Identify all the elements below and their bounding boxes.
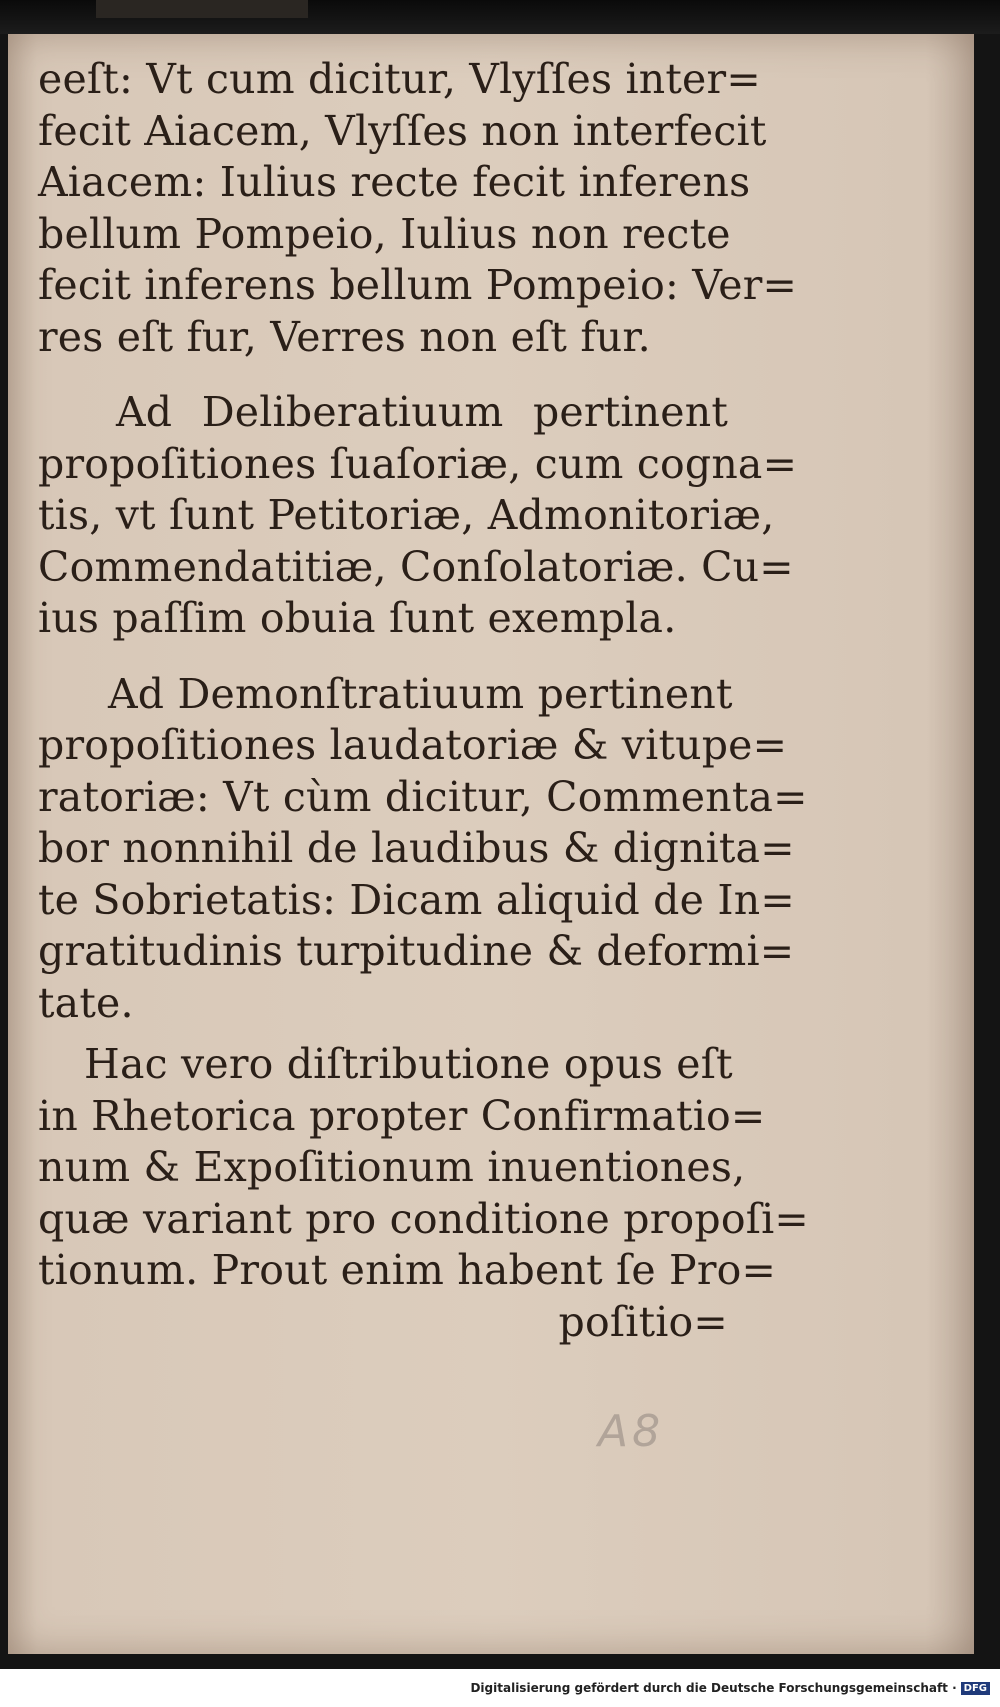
text-line: ratoriæ: Vt cùm dicitur, Commenta= — [38, 772, 808, 821]
paragraph-3 — [38, 669, 808, 1030]
text-line: bor nonnihil de laudibus & dignita= — [38, 824, 795, 872]
text-line: te Sobrietatis: Dicam aliquid de In= — [38, 875, 795, 924]
text-line: num & Expoſitionum inuentiones, — [38, 1143, 746, 1191]
text-line: quæ variant pro conditione propoſi= — [38, 1194, 809, 1243]
catchword: poſitio= — [558, 1297, 728, 1346]
text-line: propoſitiones laudatoriæ & vitupe= — [38, 721, 788, 769]
digitization-footer — [0, 1669, 1000, 1707]
text-line: fecit inferens bellum Pompeio: Ver= — [38, 261, 798, 309]
text-line: Aiacem: Iulius recte fecit inferens — [38, 158, 751, 206]
text-line: ius paſſim obuia ſunt exempla. — [38, 594, 677, 642]
text-line: tionum. Prout enim habent ſe Pro= — [38, 1246, 777, 1294]
text-line: propoſitiones ſuaſoriæ, cum cogna= — [38, 439, 798, 488]
text-line: Hac vero diſtributione opus eſt — [84, 1040, 733, 1088]
scan-edge-tab — [96, 0, 308, 18]
page-text — [38, 54, 809, 1348]
paragraph-1 — [38, 54, 798, 363]
text-line: bellum Pompeio, Iulius non recte — [38, 209, 731, 258]
text-line: res eſt fur, Verres non eſt fur. — [38, 312, 651, 361]
text-line: in Rhetorica propter Confirmatio= — [38, 1091, 766, 1140]
text-line: gratitudinis turpitudine & deformi= — [38, 927, 795, 975]
text-line: Ad Deliberatiuum pertinent — [116, 388, 728, 436]
pencil-folio-mark: A8 — [598, 1406, 665, 1457]
paragraph-2 — [38, 387, 798, 645]
text-line: tate. — [38, 978, 134, 1027]
footer-credit: Digitalisierung gefördert durch die Deutsche Forschungsgemeinschaft · — [470, 1681, 957, 1695]
text-line: Commendatitiæ, Conſolatoriæ. Cu= — [38, 542, 794, 591]
text-line: tis, vt ſunt Petitoriæ, Admonitoriæ, — [38, 491, 775, 539]
text-line: Ad Demonſtratiuum pertinent — [108, 669, 733, 718]
text-line: fecit Aiacem, Vlyſſes non interfecit — [38, 106, 767, 155]
dfg-logo: DFG — [961, 1682, 990, 1695]
scan-top-edge — [0, 0, 1000, 34]
text-line: eeſt: Vt cum dicitur, Vlyſſes inter= — [38, 55, 761, 103]
book-page — [8, 34, 974, 1654]
paragraph-4 — [38, 1039, 809, 1297]
